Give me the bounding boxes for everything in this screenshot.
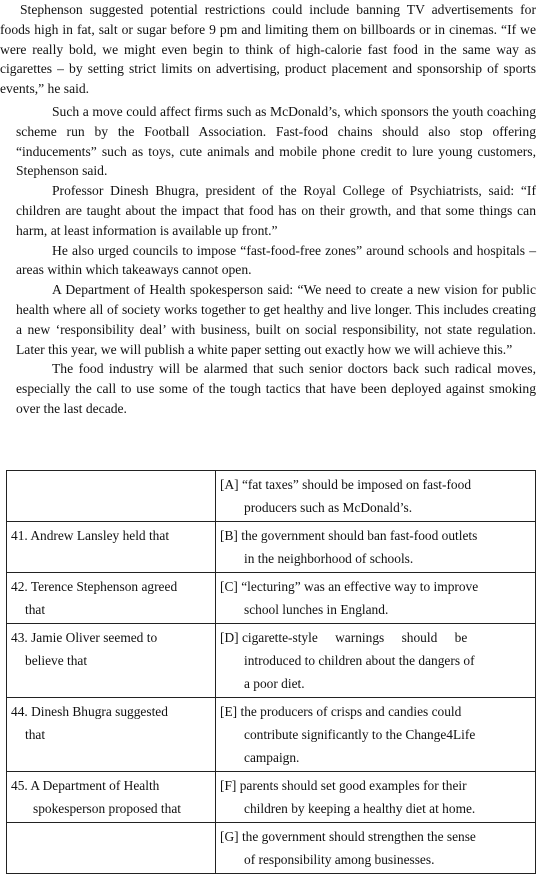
- option-text: “lecturing” was an effective way to improve: [241, 579, 479, 594]
- option-text: the government should ban fast-food outlets: [241, 528, 478, 543]
- question-43-cont: believe that: [25, 653, 88, 668]
- question-cell: [7, 573, 216, 624]
- option-f: [220, 774, 531, 820]
- question-41: 41. Andrew Lansley held that: [11, 528, 170, 543]
- option-text: the producers of crisps and candies could: [240, 704, 462, 719]
- paragraph-1: Stephenson suggested potential restrictions could include banning TV advertisements for foods high in fat, salt or sugar before 9 pm and limiting them on billboards or in cinemas. “If we were really bold, we might even begin to think of high-calorie fast food in the same way as cigarettes – by setting strict limits on advertising, product placement and sponsorship of sports events,” he said.: [0, 2, 536, 97]
- option-text-cont: of responsibility among businesses.: [244, 852, 435, 867]
- option-text-cont: contribute significantly to the Change4Life: [244, 727, 476, 742]
- table-row: [7, 471, 536, 522]
- option-g: [220, 825, 531, 871]
- option-cell: [216, 823, 536, 874]
- question-42: 42. Terence Stephenson agreed: [11, 579, 178, 594]
- paragraph-5: A Department of Health spokesperson said: “We need to create a new vision for public health where all of society works together to get healthy and live longer. This includes creating a new ‘responsibility deal’ with business, built on social responsibility, not state regulation. Later this year, we will publish a white paper setting out exactly how we will achieve this.”: [16, 282, 536, 357]
- question-44: 44. Dinesh Bhugra suggested: [11, 704, 168, 719]
- question-cell: [7, 624, 216, 698]
- question-cell: [7, 471, 216, 522]
- table-row: [7, 823, 536, 874]
- question-cell: [7, 522, 216, 573]
- option-a: [220, 473, 531, 519]
- paragraph-3: Professor Dinesh Bhugra, president of the Royal College of Psychiatrists, said: “If children are taught about the impact that food has on their growth, and that some things can harm, at least information is available up front.”: [16, 183, 536, 238]
- option-text-cont: children by keeping a healthy diet at home.: [244, 801, 476, 816]
- question-44-cont: that: [25, 727, 46, 742]
- option-cell: [216, 698, 536, 772]
- option-letter: [C]: [220, 579, 238, 594]
- option-cell: [216, 624, 536, 698]
- option-cell: [216, 471, 536, 522]
- option-text-cont: producers such as McDonald’s.: [244, 500, 413, 515]
- question-45: 45. A Department of Health: [11, 778, 160, 793]
- option-c: [220, 575, 531, 621]
- option-text-cont: a poor diet.: [244, 676, 305, 691]
- matching-table: [6, 470, 536, 874]
- question-43: 43. Jamie Oliver seemed to: [11, 630, 158, 645]
- option-letter: [A]: [220, 477, 239, 492]
- paragraph-6: The food industry will be alarmed that such senior doctors back such radical moves, especially the call to use some of the tough tactics that have been deployed against smoking over the last decade.: [16, 361, 536, 416]
- option-text-cont: campaign.: [244, 750, 300, 765]
- option-text: “fat taxes” should be imposed on fast-food: [241, 477, 472, 492]
- option-letter: [F]: [220, 778, 237, 793]
- option-text: cigarette-style warnings should be: [241, 630, 468, 645]
- option-letter: [G]: [220, 829, 239, 844]
- table-row: [7, 772, 536, 823]
- option-letter: [D]: [220, 630, 239, 645]
- option-text: parents should set good examples for their: [239, 778, 467, 793]
- option-letter: [E]: [220, 704, 238, 719]
- table-row: [7, 698, 536, 772]
- option-text-cont: in the neighborhood of schools.: [244, 551, 414, 566]
- option-text-cont: introduced to children about the dangers of: [244, 653, 475, 668]
- table-row: [7, 522, 536, 573]
- option-e: [220, 700, 531, 769]
- option-cell: [216, 522, 536, 573]
- question-cell: [7, 698, 216, 772]
- option-cell: [216, 772, 536, 823]
- question-42-cont: that: [25, 602, 46, 617]
- question-cell: [7, 772, 216, 823]
- option-text: the government should strengthen the sense: [241, 829, 476, 844]
- option-letter: [B]: [220, 528, 238, 543]
- question-45-cont: spokesperson proposed that: [33, 801, 182, 816]
- table-row: [7, 573, 536, 624]
- paragraph-4: He also urged councils to impose “fast-food-free zones” around schools and hospitals – areas within which takeaways cannot open.: [16, 242, 536, 278]
- table-row: [7, 624, 536, 698]
- option-cell: [216, 573, 536, 624]
- reading-passage: [0, 0, 550, 419]
- option-b: [220, 524, 531, 570]
- option-text-cont: school lunches in England.: [244, 602, 389, 617]
- option-d: [220, 626, 531, 695]
- paragraph-2: Such a move could affect firms such as McDonald’s, which sponsors the youth coaching scheme run by the Football Association. Fast-food chains should also stop offering “inducements” such as toys, cute animals and mobile phone credit to lure young customers, Stephenson said.: [16, 103, 536, 179]
- question-cell: [7, 823, 216, 874]
